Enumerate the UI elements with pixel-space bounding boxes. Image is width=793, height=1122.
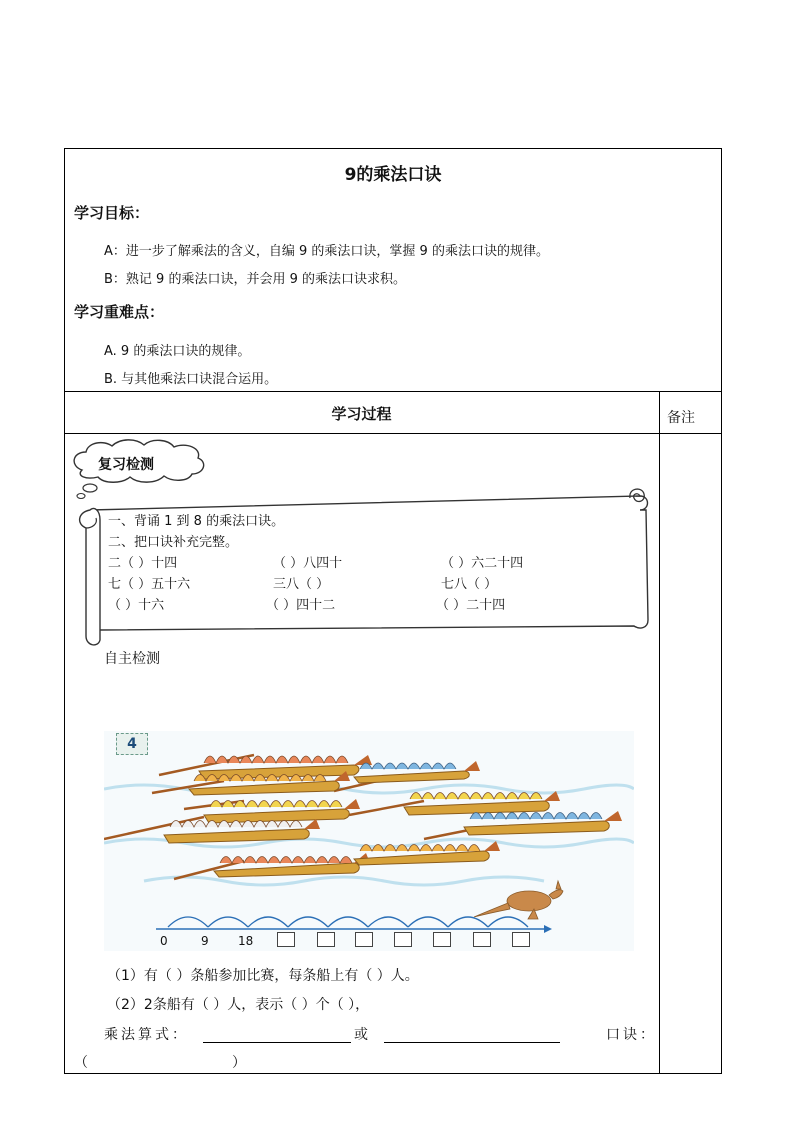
figure-badge: 4 [116,733,148,755]
notes-column-divider [659,391,660,1074]
number-line-blank-4[interactable] [394,932,412,947]
formula-blank-2[interactable] [384,1042,560,1043]
objective-a: A：进一步了解乘法的含义，自编 9 的乘法口诀，掌握 9 的乘法口诀的规律。 [104,244,549,259]
review-row1-col3: （ ）六二十四 [441,556,524,571]
number-line-label-18: 18 [238,934,254,948]
review-row2-col3: 七八（ ） [441,577,498,592]
review-row2-col2: 三八（ ） [273,577,330,592]
objectives-heading: 学习目标： [74,204,150,222]
review-row3-col2: （ ）四十二 [266,598,336,613]
table-top-border [64,148,722,149]
number-line-label-9: 9 [201,934,209,948]
dragon-boat-svg [104,731,634,951]
number-line-blank-7[interactable] [512,932,530,947]
keypoints-heading: 学习重难点： [74,303,165,321]
review-row3-col1: （ ）十六 [108,598,165,613]
number-line-blank-5[interactable] [433,932,451,947]
review-line-1: 一、背诵 1 到 8 的乘法口诀。 [108,514,285,529]
formula-label: 乘法算式： [104,1027,189,1043]
rhyme-paren-close: ） [232,1055,246,1071]
scroll-top-curl [630,489,644,501]
header-row-top [64,391,722,392]
number-line-blank-2[interactable] [317,932,335,947]
number-line-blank-6[interactable] [473,932,491,947]
cloud-bubble-2 [77,494,85,499]
scroll-left-roll [80,508,100,644]
keypoint-a: A. 9 的乘法口诀的规律。 [104,344,251,359]
review-row1-col2: （ ）八四十 [273,556,343,571]
table-bottom-border [64,1073,722,1074]
notes-header: 备注 [667,410,695,426]
table-right-border [721,148,722,1074]
keypoint-b: B. 与其他乘法口诀混合运用。 [104,372,278,387]
rhyme-paren-open: （ [74,1055,88,1071]
question-2: （2）2条船有（ ）人，表示（ ）个（ ）， [107,997,370,1013]
objective-b: B：熟记 9 的乘法口诀，并会用 9 的乘法口诀求积。 [104,272,406,287]
self-check-label: 自主检测 [104,651,160,667]
or-label: 或 [354,1027,368,1043]
number-line-blank-3[interactable] [355,932,373,947]
review-row1-col1: 二（ ）十四 [108,556,178,571]
formula-blank-1[interactable] [203,1042,351,1043]
cloud-label: 复习检测 [98,457,154,473]
dragon-boat-figure [104,731,634,951]
cloud-bubble-1 [83,484,97,492]
rhyme-label: 口诀： [606,1027,657,1043]
header-row-bottom [64,433,722,434]
page-title: 9的乘法口诀 [344,165,442,185]
number-line-label-0: 0 [160,934,168,948]
number-line-blank-1[interactable] [277,932,295,947]
question-1: （1）有（ ）条船参加比赛，每条船上有（ ）人。 [107,968,419,984]
process-header: 学习过程 [331,405,392,423]
review-row2-col1: 七（ ）五十六 [108,577,191,592]
review-row3-col3: （ ）二十四 [436,598,506,613]
review-line-2: 二、把口诀补充完整。 [108,535,239,550]
